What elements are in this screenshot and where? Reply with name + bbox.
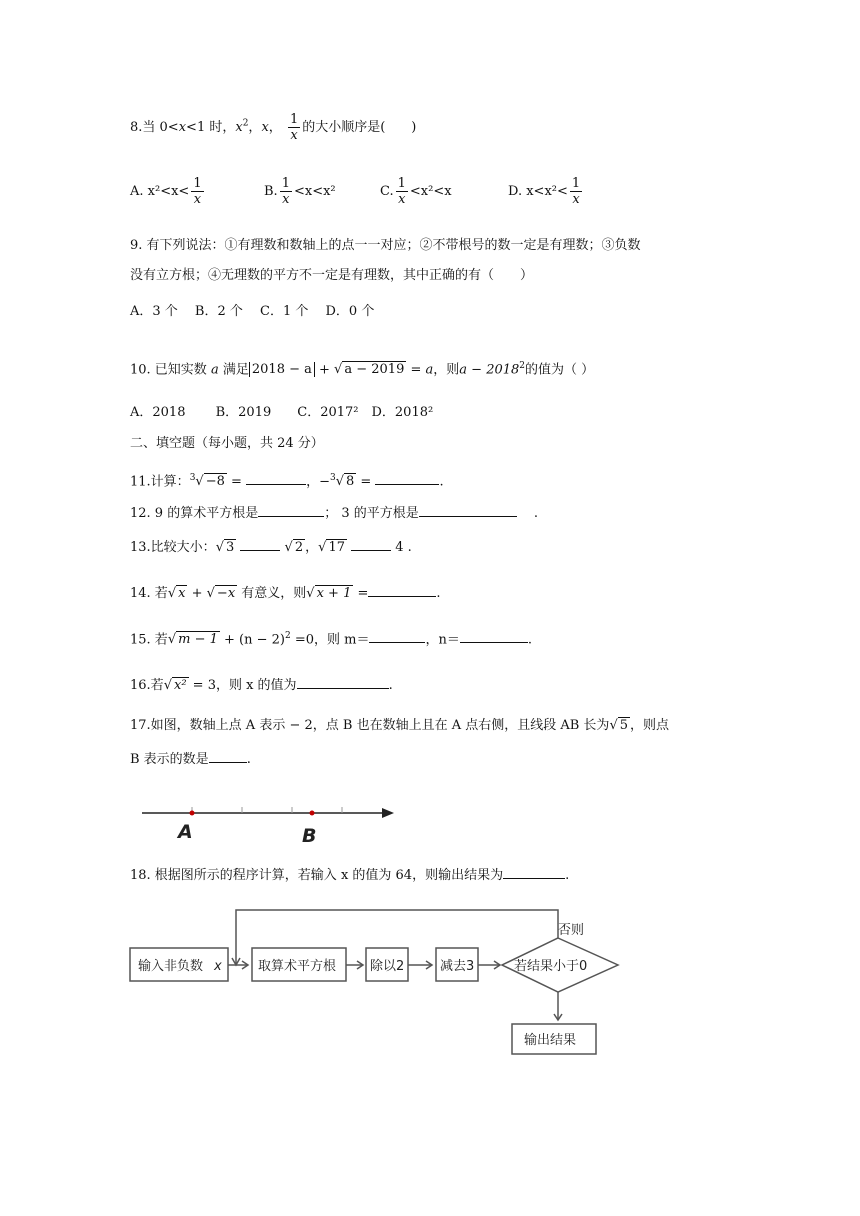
answer-blank[interactable] — [503, 864, 565, 879]
q8-option-b: B. $\frac{1}{x}$ <x<x² — [264, 176, 336, 207]
answer-blank[interactable] — [209, 748, 247, 763]
label-a: A — [178, 821, 193, 843]
answer-blank[interactable] — [460, 628, 528, 643]
svg-text:除以2: 除以2 — [370, 959, 405, 974]
q16: 16.若√ x² = 3，则 x 的值为 . — [130, 674, 393, 696]
answer-blank[interactable] — [297, 674, 389, 689]
absolute-value: 2018 − a — [249, 362, 315, 377]
answer-blank[interactable] — [246, 470, 306, 485]
flowchart — [124, 902, 624, 1060]
svg-text:输出结果: 输出结果 — [524, 1033, 577, 1048]
q9-line-2: 没有立方根；④无理数的平方不一定是有理数，其中正确的有（ ） — [130, 268, 534, 283]
q10-options: A．2018 B．2019 C．2017² D．2018² — [130, 405, 434, 420]
axis-arrowhead — [382, 808, 394, 818]
no-label: 否则 — [558, 923, 585, 938]
answer-blank[interactable] — [351, 536, 391, 551]
fraction-1-over-x: $\frac{1}{x}$ — [289, 112, 299, 143]
svg-text:输入非负数: 输入非负数 — [138, 959, 204, 974]
svg-text:若结果小于0: 若结果小于0 — [514, 959, 588, 974]
q15: 15. 若√ $m - 1 + (n - 2)^2 =0$，则 m＝ ，n＝ . — [130, 626, 532, 650]
q8-option-c: C. $\frac{1}{x}$ <x²<x — [380, 176, 452, 207]
q12: 12. 9 的算术平方根是 ； 3 的平方根是 . — [130, 502, 538, 524]
answer-blank[interactable] — [419, 502, 517, 517]
q8-option-d: D. x<x²< $\frac{1}{x}$ — [508, 176, 581, 207]
q9-line-1: 9. 有下列说法：①有理数和数轴上的点一一对应；②不带根号的数一定是有理数；③负数 — [130, 238, 641, 253]
answer-blank[interactable] — [369, 628, 425, 643]
point-a — [190, 811, 195, 816]
q10-stem: 10. 已知实数 a 满足 2018 − a + √ a − 2019 = a，则$a - 2018^2$的值为（ ） — [130, 361, 595, 378]
number-line-figure — [138, 794, 398, 850]
answer-blank[interactable] — [368, 582, 436, 597]
label-b: B — [302, 825, 317, 847]
q13: 13.比较大小：√ 3 √ 2 ，√ 17 4 . — [130, 536, 412, 558]
q9-options: A．3 个 B．2 个 C．1 个 D．0 个 — [130, 304, 375, 319]
svg-text:x: x — [214, 959, 222, 974]
svg-text:减去3: 减去3 — [440, 959, 475, 974]
q8-option-a: A. x²<x< $\frac{1}{x}$ — [130, 176, 202, 207]
section-heading: 二、填空题（每小题，共 24 分） — [130, 436, 324, 451]
q8-stem: 8.当 0<x<1 时，$x^2$，x， $\frac{1}{x}$ 的大小顺序是( ) — [130, 112, 417, 143]
svg-text:取算术平方根: 取算术平方根 — [258, 959, 337, 974]
q17-line-2: B 表示的数是 . — [130, 748, 251, 770]
answer-blank[interactable] — [258, 502, 324, 517]
point-b — [310, 811, 315, 816]
q18: 18. 根据图所示的程序计算，若输入 x 的值为 64，则输出结果为 . — [130, 864, 569, 886]
q14: 14. 若√ x + √ −x 有意义，则√ x + 1 = . — [130, 582, 441, 604]
answer-blank[interactable] — [240, 536, 280, 551]
q11: 11.计算：$^3$√ −8 = ，−$^3$√ 8 = . — [130, 468, 444, 492]
answer-blank[interactable] — [375, 470, 439, 485]
q17-line-1: 17.如图，数轴上点 A 表示 − 2，点 B 也在数轴上且在 A 点右侧，且线段 AB 长为√ 5 ，则点 — [130, 718, 670, 733]
